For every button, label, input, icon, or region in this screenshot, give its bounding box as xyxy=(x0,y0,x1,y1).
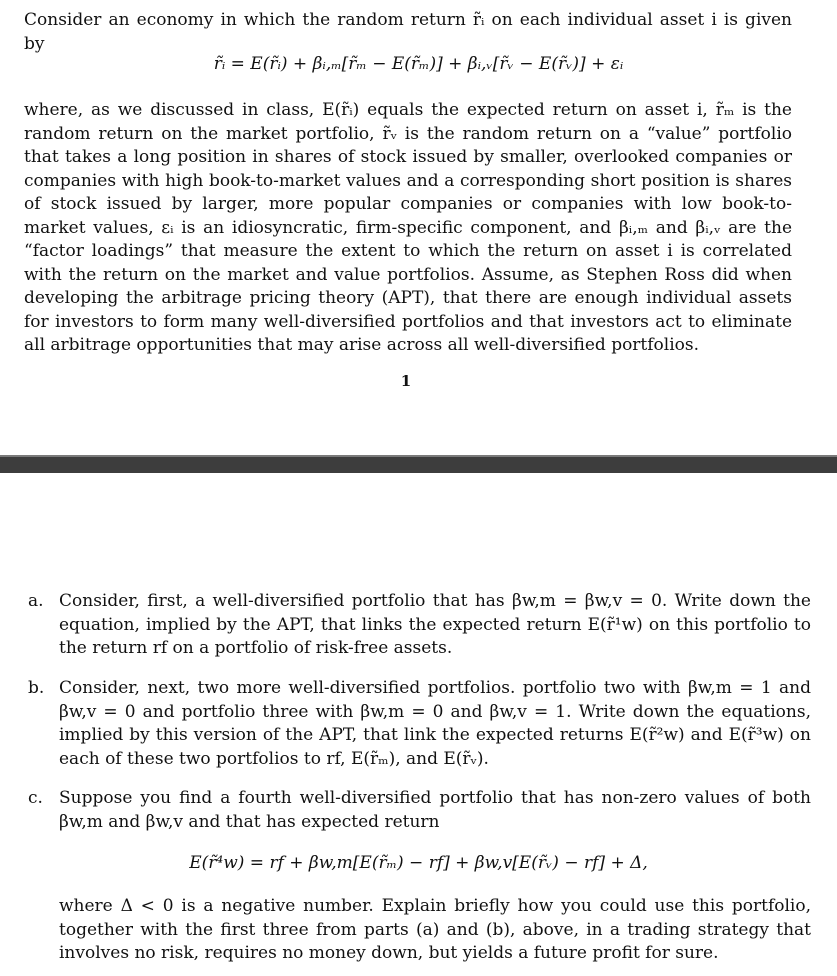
question-c-label: c. xyxy=(28,788,43,808)
page-number: 1 xyxy=(400,372,412,390)
question-c-text: Suppose you find a fourth well-diversified portfolio that has non-zero values of both βw,m and βw,v and that has expected return xyxy=(59,788,811,832)
portfolio-four-equation: E(r̃⁴w) = rf + βw,m[E(r̃ₘ) − rf] + βw,v[E(r̃ᵥ) − rf] + Δ, xyxy=(189,853,648,873)
page-1 xyxy=(0,0,837,455)
body-paragraph: where, as we discussed in class, E(r̃ᵢ) equals the expected return on asset i, r̃ₘ is the random return on the market portfolio, r̃ᵥ is the random return on a “value” portfolio that takes a long position in shares of stock issued by smaller, overlooked companies or companies with high book-to-market values and a corresponding short position is shares of stock issued by larger, more popular companies or companies with low book-to-market values, εᵢ is an idiosyncratic, firm-specific component, and βᵢ,ₘ and βᵢ,ᵥ are the “factor loadings” that measure the extent to which the return on asset i is correlated with the return on the market and value portfolios. Assume, as Stephen Ross did when developing the arbitrage pricing theory (APT), that there are enough individual assets for investors to form many well-diversified portfolios and that investors act to eliminate all arbitrage opportunities that may arise across all well-diversified portfolios. xyxy=(24,100,792,355)
return-equation: r̃ᵢ = E(r̃ᵢ) + βᵢ,ₘ[r̃ₘ − E(r̃ₘ)] + βᵢ,ᵥ[r̃ᵥ − E(r̃ᵥ)] + εᵢ xyxy=(213,54,624,74)
question-a-label: a. xyxy=(28,591,44,611)
question-a-text: Consider, first, a well-diversified portfolio that has βw,m = βw,v = 0. Write down the equation, implied by the APT, that links the expected return E(r̃¹w) on this portfolio to the return rf on a portfolio of risk-free assets. xyxy=(59,591,811,658)
question-b-label: b. xyxy=(28,678,45,698)
intro-text: Consider an economy in which the random return r̃ᵢ on each individual asset i is given by xyxy=(24,10,792,54)
page-2 xyxy=(0,473,837,976)
question-b-text: Consider, next, two more well-diversified portfolios. portfolio two with βw,m = 1 and βw,v = 0 and portfolio three with βw,m = 0 and βw,v = 1. Write down the equations, implied by this version of the APT, that link the expected returns E(r̃²w) and E(r̃³w) on each of these two portfolios to rf, E(r̃ₘ), and E(r̃ᵥ). xyxy=(59,678,811,769)
question-c-continuation: where Δ < 0 is a negative number. Explain briefly how you could use this portfolio, together with the first three from parts (a) and (b), above, in a trading strategy that involves no risk, requires no money down, but yields a future profit for sure. xyxy=(59,896,811,963)
page-divider xyxy=(0,455,837,473)
